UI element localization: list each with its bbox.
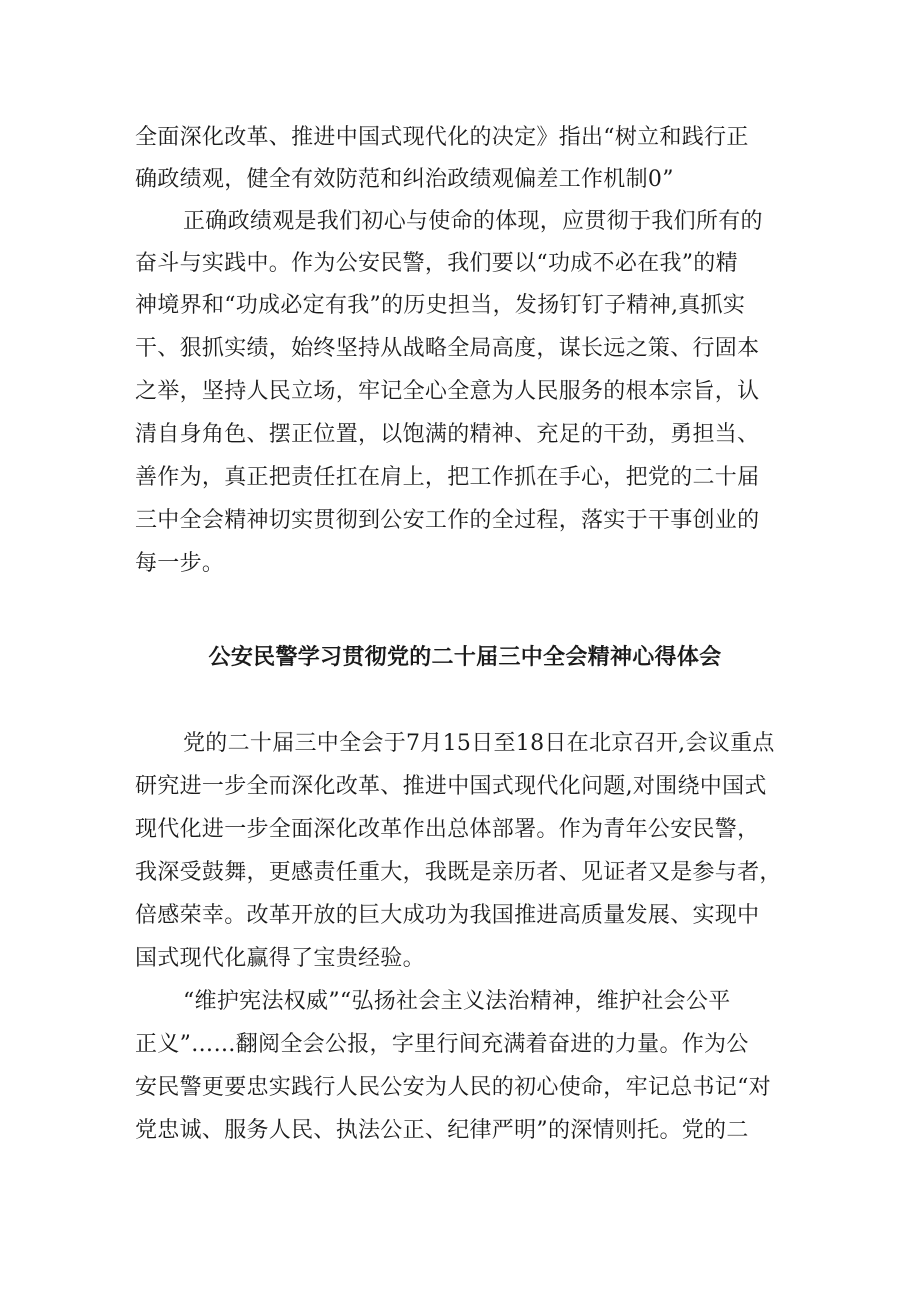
text-line: 我深受鼓舞，更感责任重大，我既是亲历者、见证者又是参与者， — [135, 860, 782, 885]
text-line: 善作为，真正把责任扛在肩上，把工作抓在手心，把党的二十届 — [135, 465, 760, 490]
text-line: 干、狠抓实绩，始终坚持从战略全局高度，谋长远之策、行固本 — [135, 336, 760, 361]
text-line: 奋斗与实践中。作为公安民警，我们要以“功成不必在我”的精 — [135, 251, 738, 276]
text-line: “维护宪法权威”“弘扬社会主义法治精神，维护社会公平 — [183, 989, 731, 1014]
text-line: 正确政绩观是我们初心与使命的体现，应贯彻于我们所有的 — [183, 209, 763, 234]
text-line: 清自身角色、摆正位置，以饱满的精神、充足的干劲，勇担当、 — [135, 422, 760, 447]
text-line: 国式现代化赢得了宝贵经验。 — [135, 946, 425, 971]
text-line: 全面深化改革、推进中国式现代化的决定》指出“树立和践行正 — [135, 125, 749, 150]
text-line: 党忠诚、服务人民、执法公正、纪律严明”的深情则托。党的二 — [135, 1118, 749, 1143]
text-line: 确政绩观，健全有效防范和纠治政绩观偏差工作机制0” — [135, 167, 674, 192]
text-line: 现代化进一步全面深化改革作出总体部署。作为青年公安民警， — [135, 817, 760, 842]
text-line: 每一步。 — [135, 551, 225, 576]
text-line: 神境界和“功成必定有我”的历史担当，发扬钉钉子精神,真抓实 — [135, 293, 746, 318]
text-line: 倍感荣幸。改革开放的巨大成功为我国推进高质量发展、实现中 — [135, 903, 760, 928]
text-line: 研究进一步全而深化改革、推进中国式现代化问题,对围绕中国式 — [135, 774, 767, 799]
text-line: 正义”……翻阅全会公报，字里行间充满着奋进的力量。作为公 — [135, 1032, 749, 1057]
section-title: 公安民警学习贯彻党的二十届三中全会精神心得体会 — [208, 644, 722, 670]
text-line: 三中全会精神切实贯彻到公安工作的全过程，落实于干事创业的 — [135, 508, 760, 533]
text-line: 党的二十届三中全会于7月15日至18日在北京召开,会议重点 — [183, 731, 775, 756]
text-line: 安民警更要忠实践行人民公安为人民的初心使命，牢记总书记“对 — [135, 1075, 771, 1100]
text-line: 之举，坚持人民立场，牢记全心全意为人民服务的根本宗旨，认 — [135, 379, 760, 404]
